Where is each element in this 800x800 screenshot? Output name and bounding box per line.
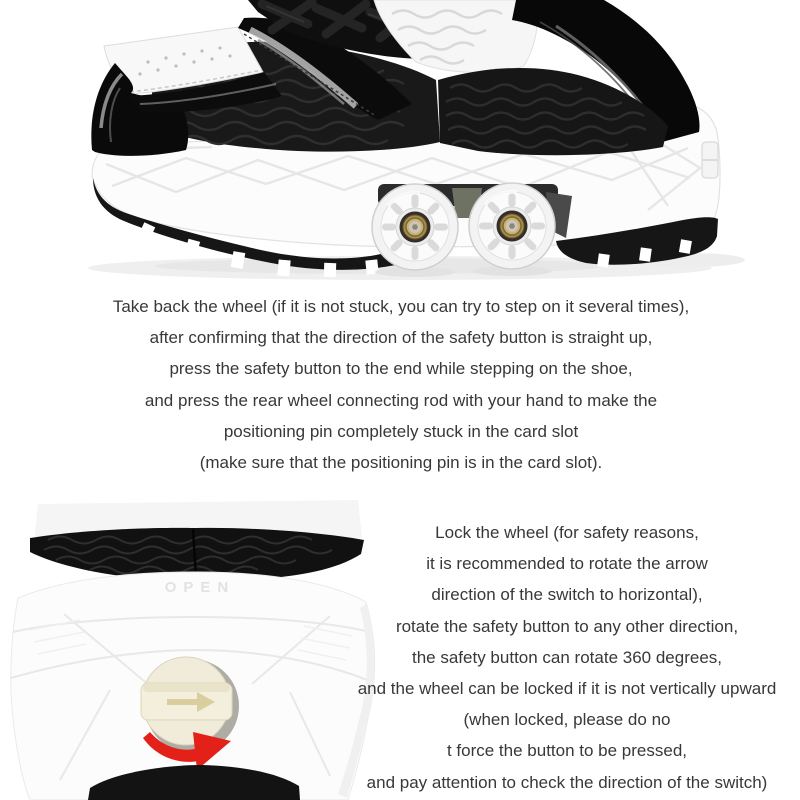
instruction-line: t force the button to be pressed, — [446, 741, 688, 761]
retract-instructions — [113, 291, 689, 478]
instruction-line: Take back the wheel (if it is not stuck, you can try to step on it several times), — [112, 297, 690, 316]
button-slot-shade — [143, 684, 230, 692]
instruction-line: press the safety button to the end while stepping on the shoe, — [169, 359, 633, 379]
instruction-line: after confirming that the direction of the safety button is straight up, — [149, 328, 653, 348]
rear-connector-tab — [702, 142, 718, 178]
instruction-line: and the wheel can be locked if it is not vertically upward — [357, 679, 777, 699]
shoe-side-photo — [0, 0, 800, 290]
instruction-line: and press the rear wheel connecting rod with your hand to make the — [144, 390, 658, 410]
instruction-line: and pay attention to check the direction of the switch) — [366, 772, 768, 792]
lock-instructions — [358, 517, 777, 798]
instruction-line: Lock the wheel (for safety reasons, — [435, 523, 699, 542]
open-embossed-label: OPEN — [164, 579, 236, 596]
instruction-line: (when locked, please do no — [463, 710, 671, 730]
instruction-line: rotate the safety button to any other direction, — [395, 616, 739, 636]
instruction-line: positioning pin completely stuck in the card slot — [223, 421, 579, 441]
instruction-line: (make sure that the positioning pin is in the card slot). — [199, 453, 603, 473]
instruction-line: it is recommended to rotate the arrow — [426, 554, 708, 574]
instruction-line: direction of the switch to horizontal), — [431, 585, 703, 605]
front-wheel-bearing — [400, 212, 431, 243]
rear-wheel — [469, 183, 555, 269]
front-wheel — [372, 184, 458, 270]
rear-wheel-bearing — [497, 211, 528, 242]
collar-quilted-panel — [374, 0, 538, 72]
instruction-line: the safety button can rotate 360 degrees, — [412, 647, 722, 667]
